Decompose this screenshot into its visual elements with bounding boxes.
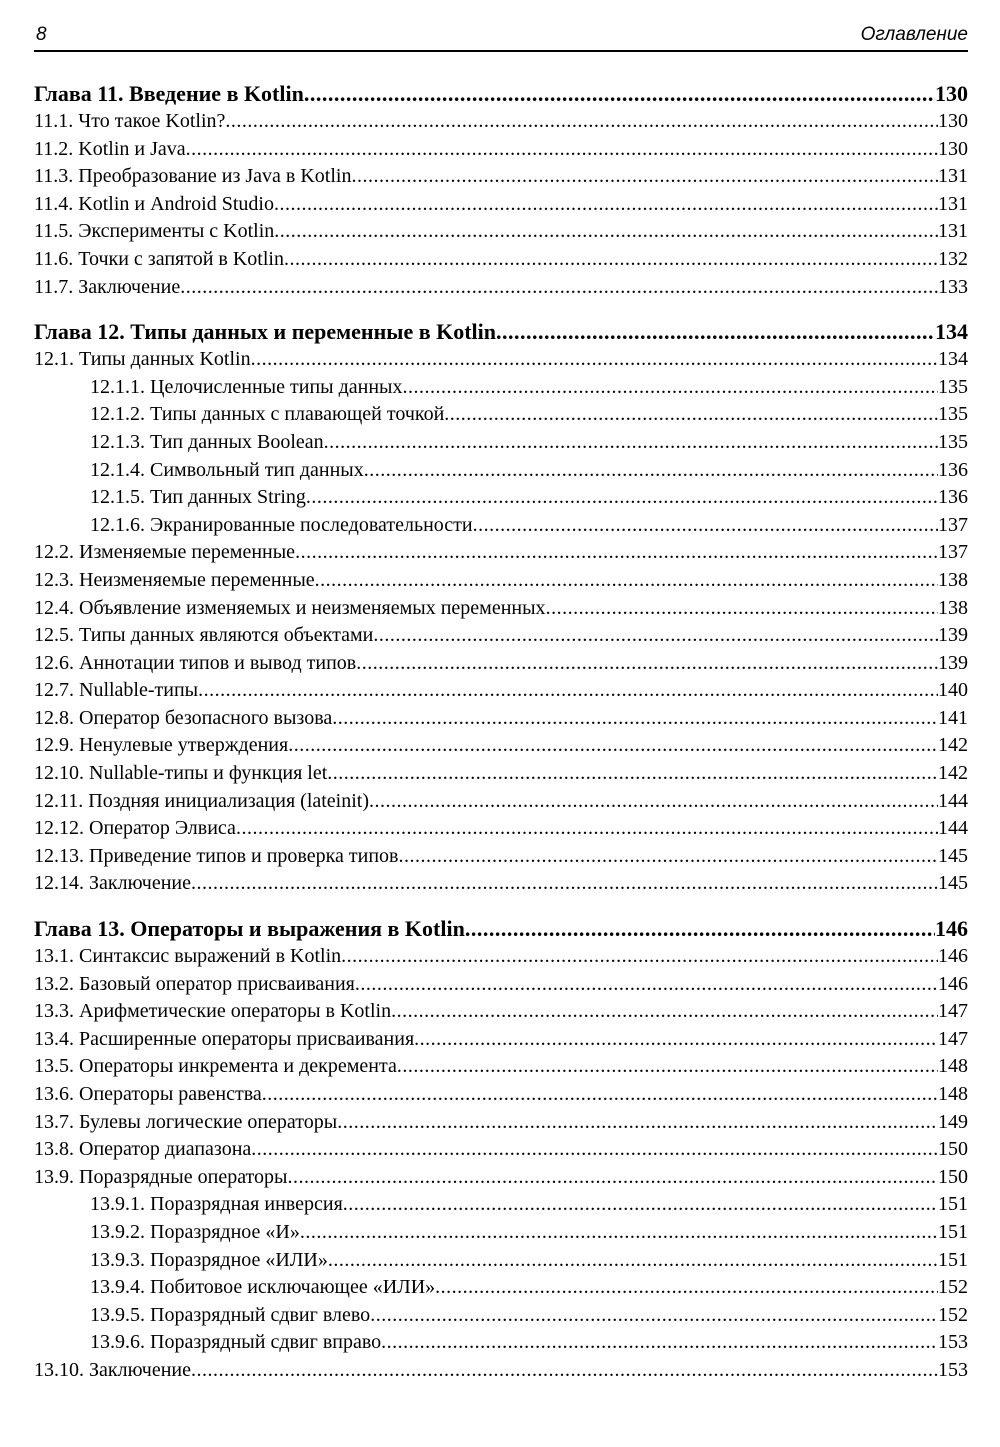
toc-section[interactable] [34,136,968,164]
entry-page: 131 [938,165,968,188]
entry-title: 13.9.4. Побитовое исключающее «ИЛИ» [90,1276,436,1299]
dot-leader [332,705,938,733]
entry-title: 11.5. Эксперименты с Kotlin [34,220,275,243]
entry-page: 136 [938,486,968,509]
dot-leader [284,246,938,274]
entry-page: 146 [938,945,968,968]
toc-section[interactable] [34,843,968,871]
entry-title: 12.1.2. Типы данных с плавающей точкой [90,403,445,426]
toc-subsection[interactable] [34,512,968,540]
toc-section[interactable] [34,218,968,246]
entry-page: 147 [938,1000,968,1023]
toc-section[interactable] [34,1026,968,1054]
chapter-page: 134 [935,319,968,345]
entry-title: 12.3. Неизменяемые переменные [34,568,315,591]
entry-page: 138 [938,596,968,619]
dot-leader [397,1053,938,1081]
toc-section[interactable] [34,870,968,898]
dot-leader [327,760,938,788]
dot-leader [315,567,938,595]
toc-section[interactable] [34,191,968,219]
entry-title: 13.9.2. Поразрядное «И» [90,1220,300,1243]
entry-title: 11.6. Точки с запятой в Kotlin [34,247,284,270]
entry-page: 151 [938,1248,968,1271]
chapter-block [34,80,968,301]
entry-page: 135 [938,375,968,398]
entry-page: 145 [938,872,968,895]
entry-page: 153 [938,1358,968,1381]
toc-section[interactable] [34,539,968,567]
toc-subsection[interactable] [34,1219,968,1247]
dot-leader [324,429,938,457]
entry-title: 12.12. Оператор Элвиса [34,817,236,840]
dot-leader [355,971,938,999]
dot-leader [180,274,938,302]
entry-title: 13.6. Операторы равенства [34,1083,262,1105]
dot-leader [373,622,938,650]
dot-leader [473,512,938,540]
entry-title: 12.7. Nullable-типы [34,679,199,702]
dot-leader [198,677,938,705]
dot-leader [236,815,938,843]
dot-leader [399,843,938,871]
entry-title: 13.9.1. Поразрядная инверсия [90,1193,343,1216]
toc-subsection[interactable] [34,1191,968,1219]
entry-title: 12.1.4. Символьный тип данных [90,458,364,481]
entry-page: 142 [938,734,968,757]
entry-page: 133 [938,275,968,298]
entry-title: 12.13. Приведение типов и проверка типов [34,844,399,867]
dot-leader [288,732,938,760]
entry-page: 132 [938,247,968,270]
dot-leader [546,595,938,623]
entry-title: 12.1.3. Тип данных Boolean [90,430,324,453]
toc-subsection[interactable] [34,429,968,457]
entry-title: 12.1.6. Экранированные последовательности [90,513,473,536]
toc-section[interactable] [34,705,968,733]
entry-page: 139 [938,651,968,674]
dot-leader [186,136,938,164]
chapter-title: Глава 11. Введение в Kotlin [34,81,304,106]
entry-title: 12.9. Ненулевые утверждения [34,734,289,757]
dot-leader [295,539,938,567]
entry-title: 13.1. Синтаксис выражений в Kotlin [34,945,342,968]
entry-title: 12.8. Оператор безопасного вызова [34,706,333,729]
entry-title: 11.3. Преобразование из Java в Kotlin [34,165,352,188]
dot-leader [274,191,938,219]
entry-page: 147 [938,1027,968,1050]
dot-leader [251,1136,938,1164]
entry-page: 141 [938,706,968,729]
entry-title: 12.1.5. Тип данных String [90,486,306,509]
toc-section[interactable] [34,108,968,136]
dot-leader [225,108,938,136]
toc-subsection[interactable] [34,457,968,485]
toc-subsection[interactable] [34,374,968,402]
dot-leader [369,788,938,816]
entry-page: 138 [938,568,968,591]
entry-page: 146 [938,972,968,995]
entry-title: 12.11. Поздняя инициализация (lateinit) [34,789,370,812]
entry-title: 12.2. Изменяемые переменные [34,541,296,564]
toc-section[interactable] [34,1136,968,1164]
entry-page: 144 [938,789,968,812]
dot-leader [328,1247,938,1275]
toc-subsection[interactable] [34,1329,968,1357]
entry-title: 13.5. Операторы инкремента и декремента [34,1055,397,1078]
entry-page: 150 [938,1138,968,1161]
entry-page: 151 [938,1220,968,1243]
toc-section[interactable] [34,1081,968,1109]
toc-section[interactable] [34,346,968,374]
dot-leader [414,1026,938,1054]
toc-section[interactable] [34,1164,968,1192]
entry-title: 12.14. Заключение [34,872,191,895]
toc-subsection[interactable] [34,401,968,429]
toc-section[interactable] [34,943,968,971]
dot-leader [351,163,938,191]
dot-leader [191,1357,938,1385]
entry-page: 137 [938,541,968,564]
entry-title: 13.8. Оператор диапазона [34,1138,252,1161]
dot-leader [251,346,938,374]
toc-section[interactable] [34,971,968,999]
entry-page: 131 [938,192,968,215]
entry-title: 13.9.5. Поразрядный сдвиг влево [90,1303,371,1326]
table-of-contents [34,80,968,1402]
entry-page: 134 [938,348,968,371]
chapter-block [34,318,968,898]
entry-page: 145 [938,844,968,867]
toc-section[interactable] [34,163,968,191]
entry-title: 11.4. Kotlin и Android Studio [34,192,274,215]
dot-leader [341,943,938,971]
entry-page: 139 [938,624,968,647]
entry-title: 12.1.1. Целочисленные типы данных [90,375,403,398]
entry-page: 130 [938,137,968,160]
dot-leader [496,318,935,346]
entry-page: 137 [938,513,968,536]
toc-section[interactable] [34,274,968,302]
entry-page: 135 [938,430,968,453]
toc-section[interactable] [34,567,968,595]
toc-section[interactable] [34,246,968,274]
entry-title: 13.9. Поразрядные операторы [34,1165,288,1188]
entry-title: 13.9.6. Поразрядный сдвиг вправо [90,1331,382,1354]
entry-page: 153 [938,1331,968,1354]
chapter-heading[interactable] [34,915,968,943]
chapter-title: Глава 13. Операторы и выражения в Kotlin [34,916,465,942]
entry-page: 152 [938,1303,968,1326]
toc-section[interactable] [34,998,968,1026]
dot-leader [343,1191,938,1219]
dot-leader [287,1164,938,1192]
entry-page: 148 [938,1055,968,1078]
entry-page: 149 [938,1110,968,1133]
dot-leader [391,998,938,1026]
dot-leader [402,374,938,402]
dot-leader [444,401,938,429]
entry-title: 12.1. Типы данных Kotlin [34,348,251,371]
chapter-page: 146 [935,916,968,942]
dot-leader [381,1329,938,1357]
dot-leader [304,80,935,108]
entry-page: 131 [938,220,968,243]
toc-section[interactable] [34,815,968,843]
chapter-heading[interactable] [34,318,968,346]
chapter-block [34,915,968,1385]
toc-section[interactable] [34,1109,968,1137]
entry-title: 12.10. Nullable-типы и функция let [34,762,328,785]
entry-title: 11.7. Заключение [34,275,181,298]
dot-leader [274,218,938,246]
toc-subsection[interactable] [34,484,968,512]
toc-section[interactable] [34,650,968,678]
dot-leader [300,1219,938,1247]
entry-title: 12.4. Объявление изменяемых и неизменяемых переменных [34,596,546,619]
entry-page: 140 [938,679,968,702]
entry-title: 13.3. Арифметические операторы в Kotlin [34,1000,392,1023]
entry-title: 11.2. Kotlin и Java [34,137,186,160]
entry-page: 144 [938,817,968,840]
entry-page: 151 [938,1193,968,1216]
toc-section[interactable] [34,760,968,788]
dot-leader [262,1081,938,1109]
entry-title: 13.9.3. Поразрядное «ИЛИ» [90,1248,328,1271]
toc-subsection[interactable] [34,1274,968,1302]
entry-page: 130 [938,110,968,132]
dot-leader [356,650,938,678]
dot-leader [306,484,938,512]
entry-page: 135 [938,403,968,426]
toc-section[interactable] [34,595,968,623]
toc-subsection[interactable] [34,1302,968,1330]
toc-section[interactable] [34,677,968,705]
entry-title: 13.2. Базовый оператор присваивания [34,972,355,995]
toc-section[interactable] [34,788,968,816]
running-title: Оглавление [860,24,968,45]
entry-title: 13.4. Расширенные операторы присваивания [34,1027,415,1050]
toc-section[interactable] [34,622,968,650]
page-number: 8 [36,24,47,45]
dot-leader [465,915,935,943]
page-header [34,22,968,52]
chapter-heading[interactable] [34,80,968,108]
entry-page: 148 [938,1083,968,1105]
entry-title: 12.6. Аннотации типов и вывод типов [34,651,357,674]
toc-section[interactable] [34,1053,968,1081]
entry-title: 13.7. Булевы логические операторы [34,1110,338,1133]
toc-section[interactable] [34,1357,968,1385]
dot-leader [364,457,938,485]
entry-page: 152 [938,1276,968,1299]
entry-page: 142 [938,762,968,785]
chapter-page: 130 [935,81,968,106]
dot-leader [191,870,938,898]
entry-page: 136 [938,458,968,481]
entry-title: 12.5. Типы данных являются объектами [34,624,374,647]
entry-page: 150 [938,1165,968,1188]
dot-leader [435,1274,938,1302]
dot-leader [370,1302,938,1330]
toc-section[interactable] [34,732,968,760]
dot-leader [337,1109,938,1137]
toc-subsection[interactable] [34,1247,968,1275]
entry-title: 13.10. Заключение [34,1358,191,1381]
chapter-title: Глава 12. Типы данных и переменные в Kotlin [34,319,496,345]
entry-title: 11.1. Что такое Kotlin? [34,110,226,132]
